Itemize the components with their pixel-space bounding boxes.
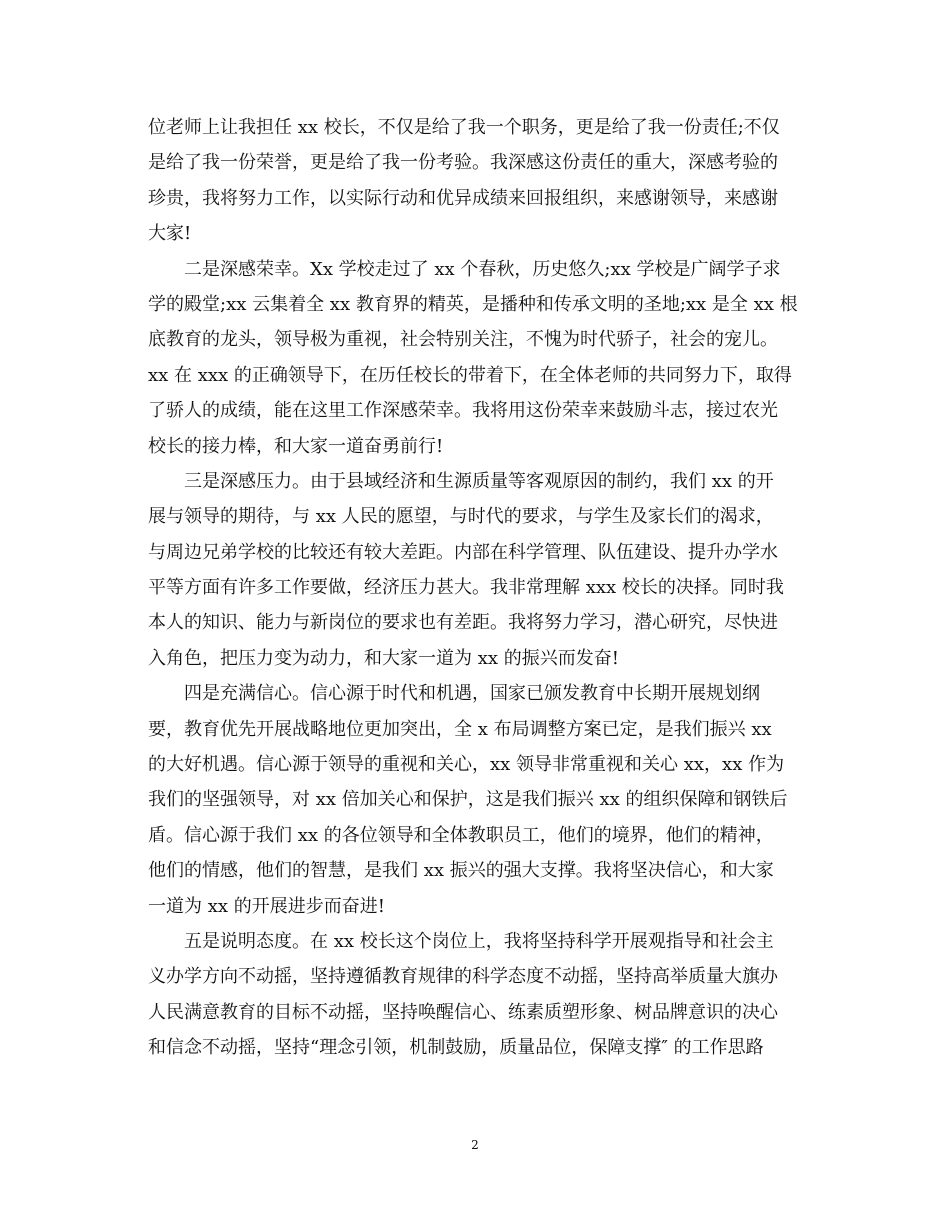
text-line: 和信念不动摇，坚持“理念引领，机制鼓励，质量品位，保障支撑″ 的工作思路 — [148, 1037, 764, 1059]
text-line: 入角色，把压力变为动力，和大家一道为 xx 的振兴而发奋! — [148, 647, 619, 669]
text-line: 底教育的龙头，领导极为重视，社会特别关注，不愧为时代骄子，社会的宠儿。 — [148, 329, 778, 351]
text-line: 要，教育优先开展战略地位更加突出，全 x 布局调整方案已定，是我们振兴 xx — [148, 718, 772, 740]
text-line: 是给了我一份荣誉，更是给了我一份考验。我深感这份责任的重大，深感考验的 — [148, 152, 778, 174]
text-line: 位老师上让我担任 xx 校长，不仅是给了我一个职务，更是给了我一份责任;不仅 — [148, 117, 780, 138]
text-line: 大家! — [148, 223, 192, 245]
text-line: 四是充满信心。信心源于时代和机遇，国家已颁发教育中长期开展规划纲 — [148, 683, 760, 705]
text-line: 的大好机遇。信心源于领导的重视和关心，xx 领导非常重视和关心 xx，xx 作为 — [148, 754, 785, 776]
text-line: 展与领导的期待，与 xx 人民的愿望，与时代的要求，与学生及家长们的渴求， — [148, 506, 774, 528]
text-line: 我们的坚强领导，对 xx 倍加关心和保护，这是我们振兴 xx 的组织保障和钢铁后 — [148, 789, 788, 811]
text-line: 珍贵，我将努力工作，以实际行动和优异成绩来回报组织，来感谢领导，来感谢 — [148, 187, 778, 209]
text-line: 他们的情感，他们的智慧，是我们 xx 振兴的强大支撑。我将坚决信心，和大家 — [148, 860, 774, 882]
document-body — [148, 110, 804, 1066]
text-line: 本人的知识、能力与新岗位的要求也有差距。我将努力学习，潜心研究，尽快进 — [148, 612, 778, 634]
text-line: 一道为 xx 的开展进步而奋进! — [148, 895, 385, 917]
text-line: 五是说明态度。在 xx 校长这个岗位上，我将坚持科学开展观指导和社会主 — [148, 930, 774, 952]
page-number: 2 — [471, 1138, 479, 1152]
text-line: 三是深感压力。由于县域经济和生源质量等客观原因的制约，我们 xx 的开 — [148, 470, 774, 492]
text-line: 义办学方向不动摇，坚持遵循教育规律的科学态度不动摇，坚持高举质量大旗办 — [148, 966, 778, 988]
text-line: 了骄人的成绩，能在这里工作深感荣幸。我将用这份荣幸来鼓励斗志，接过农光 — [148, 400, 778, 422]
text-line: 二是深感荣幸。Xx 学校走过了 xx 个春秋，历史悠久;xx 学校是广阔学子求 — [148, 258, 781, 280]
text-line: 盾。信心源于我们 xx 的各位领导和全体教职员工，他们的境界，他们的精神， — [148, 824, 774, 846]
text-line: 平等方面有许多工作要做，经济压力甚大。我非常理解 xxx 校长的决择。同时我 — [148, 577, 784, 599]
text-line: 校长的接力棒，和大家一道奋勇前行! — [148, 435, 444, 457]
text-line: xx 在 xxx 的正确领导下，在历任校长的带着下，在全体老师的共同努力下，取得 — [148, 364, 792, 386]
text-line: 与周边兄弟学校的比较还有较大差距。内部在科学管理、队伍建设、提升办学水 — [148, 541, 778, 563]
text-line: 人民满意教育的目标不动摇，坚持唤醒信心、练素质塑形象、树品牌意识的决心 — [148, 1001, 778, 1023]
text-line: 学的殿堂;xx 云集着全 xx 教育界的精英，是播种和传承文明的圣地;xx 是全 xx 根 — [148, 293, 798, 315]
